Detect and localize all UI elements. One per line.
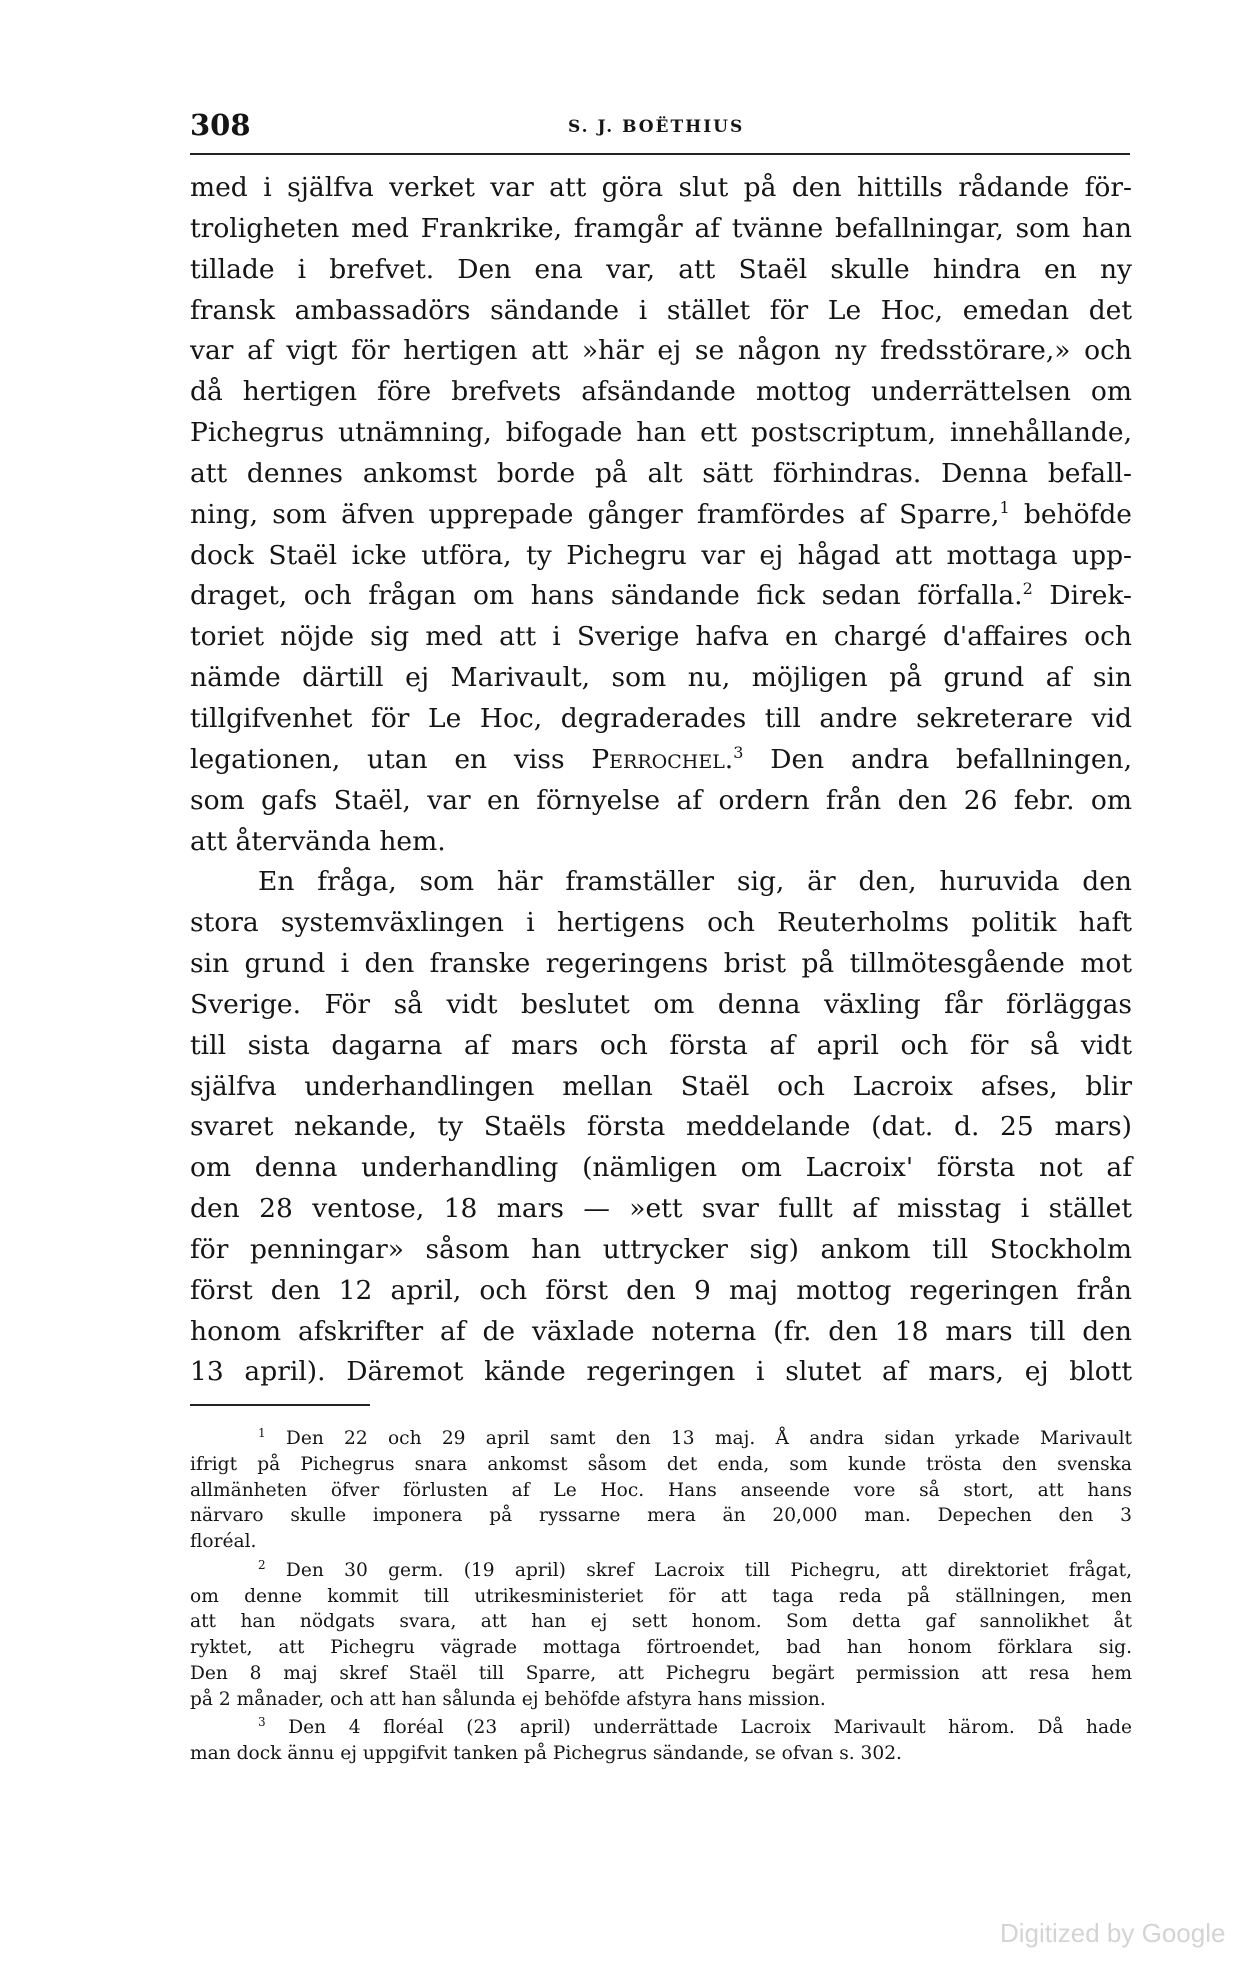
footnote-rule (190, 1404, 370, 1406)
footnote-line: att han nödgats svara, att han ej sett honom. Som detta gaf sannolikhet åt (190, 1611, 1132, 1633)
body-line: nämde därtill ej Marivault, som nu, möjligen på grund af sin (190, 662, 1132, 694)
footnote-line (190, 1715, 1132, 1741)
footnote-ref-1: 1 (999, 497, 1010, 517)
body-text-span: behöfde (1009, 498, 1132, 530)
footnote-text: Den 30 germ. (19 april) skref Lacroix till Pichegru, att direktoriet frågat, (265, 1559, 1132, 1581)
body-line: för penningar» såsom han uttrycker sig) ankom till Stockholm (190, 1233, 1132, 1265)
footnote-ref-2: 2 (1022, 579, 1033, 599)
footnote-ref-3: 3 (733, 742, 744, 762)
body-line: Sverige. För så vidt beslutet om denna växling får förläggas (190, 988, 1132, 1020)
footnotes (190, 1426, 1132, 1767)
body-line: En fråga, som här framställer sig, är den, huruvida den (258, 866, 1132, 898)
body-line: den 28 ventose, 18 mars — »ett svar fullt af misstag i stället (190, 1193, 1132, 1225)
body-line: var af vigt för hertigen att »här ej se någon ny fredsstörare,» och (190, 335, 1132, 367)
body-line: då hertigen före brefvets afsändande mottog underrättelsen om (190, 376, 1132, 408)
footnote-line: ifrigt på Pichegrus snara ankomst såsom det enda, som kunde trösta den svenska (190, 1453, 1132, 1475)
footnote-text: Den 4 floréal (23 april) underrättade Lacroix Marivault härom. Då hade (265, 1717, 1132, 1739)
body-text-span: legationen, utan en viss (190, 743, 592, 775)
running-head: S. J. BOËTHIUS (568, 117, 745, 137)
body-text-span: Den andra befallningen, (743, 743, 1132, 775)
body-text-span: ning, som äfven upprepade gånger framfördes af Sparre, (190, 498, 1000, 530)
footnote-line: man dock ännu ej uppgifvit tanken på Pichegrus sändande, se ofvan s. 302. (190, 1743, 902, 1764)
footnote-mark-1: 1 (258, 1425, 266, 1440)
footnote-mark-3: 3 (258, 1715, 266, 1730)
body-line: honom afskrifter af de växlade noterna (fr. den 18 mars till den (190, 1315, 1132, 1347)
footnote-line: Den 8 maj skref Staël till Sparre, att Pichegru begärt permission att resa hem (190, 1662, 1132, 1684)
body-line: svaret nekande, ty Staëls första meddelande (dat. d. 25 mars) (190, 1111, 1132, 1143)
body-line: själfva underhandlingen mellan Staël och Lacroix afses, blir (190, 1070, 1132, 1102)
footnote-mark-2: 2 (258, 1557, 266, 1572)
body-line: som gafs Staël, var en förnyelse af ordern från den 26 febr. om (190, 784, 1132, 816)
header-rule (190, 153, 1130, 155)
page-number: 308 (190, 108, 251, 142)
footnote-line: om denne kommit till utrikesministeriet för att taga reda på ställningen, men (190, 1585, 1132, 1607)
body-line: dock Staël icke utföra, ty Pichegru var ej hågad att mottaga upp- (190, 539, 1132, 571)
footnote-line (190, 1426, 1132, 1452)
body-line: tillade i brefvet. Den ena var, att Staël skulle hindra en ny (190, 253, 1132, 285)
body-line: att dennes ankomst borde på alt sätt förhindras. Denna befall- (190, 457, 1132, 489)
digitized-watermark: Digitized by Google (1000, 1918, 1226, 1948)
body-line (190, 495, 1132, 536)
body-line: 13 april). Däremot kände regeringen i slutet af mars, ej blott (190, 1356, 1132, 1388)
body-line: toriet nöjde sig med att i Sverige hafva en chargé d'affaires och (190, 621, 1132, 653)
body-line: troligheten med Frankrike, framgår af tvänne befallningar, som han (190, 212, 1132, 244)
body-line: tillgifvenhet för Le Hoc, degraderades till andre sekreterare vid (190, 702, 1132, 734)
body-line: till sista dagarna af mars och första af april och för så vidt (190, 1029, 1132, 1061)
page-header (190, 108, 1130, 148)
footnote-line: ryktet, att Pichegru vägrade mottaga förtroendet, bad han honom förklara sig. (190, 1637, 1132, 1658)
person-name: Perrochel. (591, 743, 734, 775)
footnote-text: Den 22 och 29 april samt den 13 maj. Å andra sidan yrkade Marivault (265, 1428, 1132, 1449)
body-line: fransk ambassadörs sändande i stället för Le Hoc, emedan det (190, 294, 1132, 326)
body-line: om denna underhandling (nämligen om Lacroix' första not af (190, 1152, 1132, 1184)
footnote-line: på 2 månader, och att han sålunda ej behöfde afstyra hans mission. (190, 1688, 826, 1710)
footnote-line: närvaro skulle imponera på ryssarne mera än 20,000 man. Depechen den 3 (190, 1505, 1132, 1527)
footnote-line: allmänheten öfver förlusten af Le Hoc. Hans anseende vore så stort, att hans (190, 1479, 1132, 1501)
footnote-line: floréal. (190, 1531, 257, 1552)
body-text (190, 168, 1132, 1393)
body-line: stora systemväxlingen i hertigens och Reuterholms politik haft (190, 907, 1132, 939)
body-line (190, 740, 1132, 781)
footnote-line (190, 1558, 1132, 1584)
body-line (190, 576, 1132, 617)
body-text-span: Direk- (1032, 580, 1132, 612)
body-text-span: draget, och frågan om hans sändande fick sedan förfalla. (190, 580, 1023, 612)
body-line: att återvända hem. (190, 825, 446, 857)
body-line: med i själfva verket var att göra slut på den hittills rådande för- (190, 172, 1132, 203)
body-line: Pichegrus utnämning, bifogade han ett postscriptum, innehållande, (190, 417, 1132, 449)
body-line: sin grund i den franske regeringens brist på tillmötesgående mot (190, 948, 1132, 980)
body-line: först den 12 april, och först den 9 maj mottog regeringen från (190, 1274, 1132, 1306)
